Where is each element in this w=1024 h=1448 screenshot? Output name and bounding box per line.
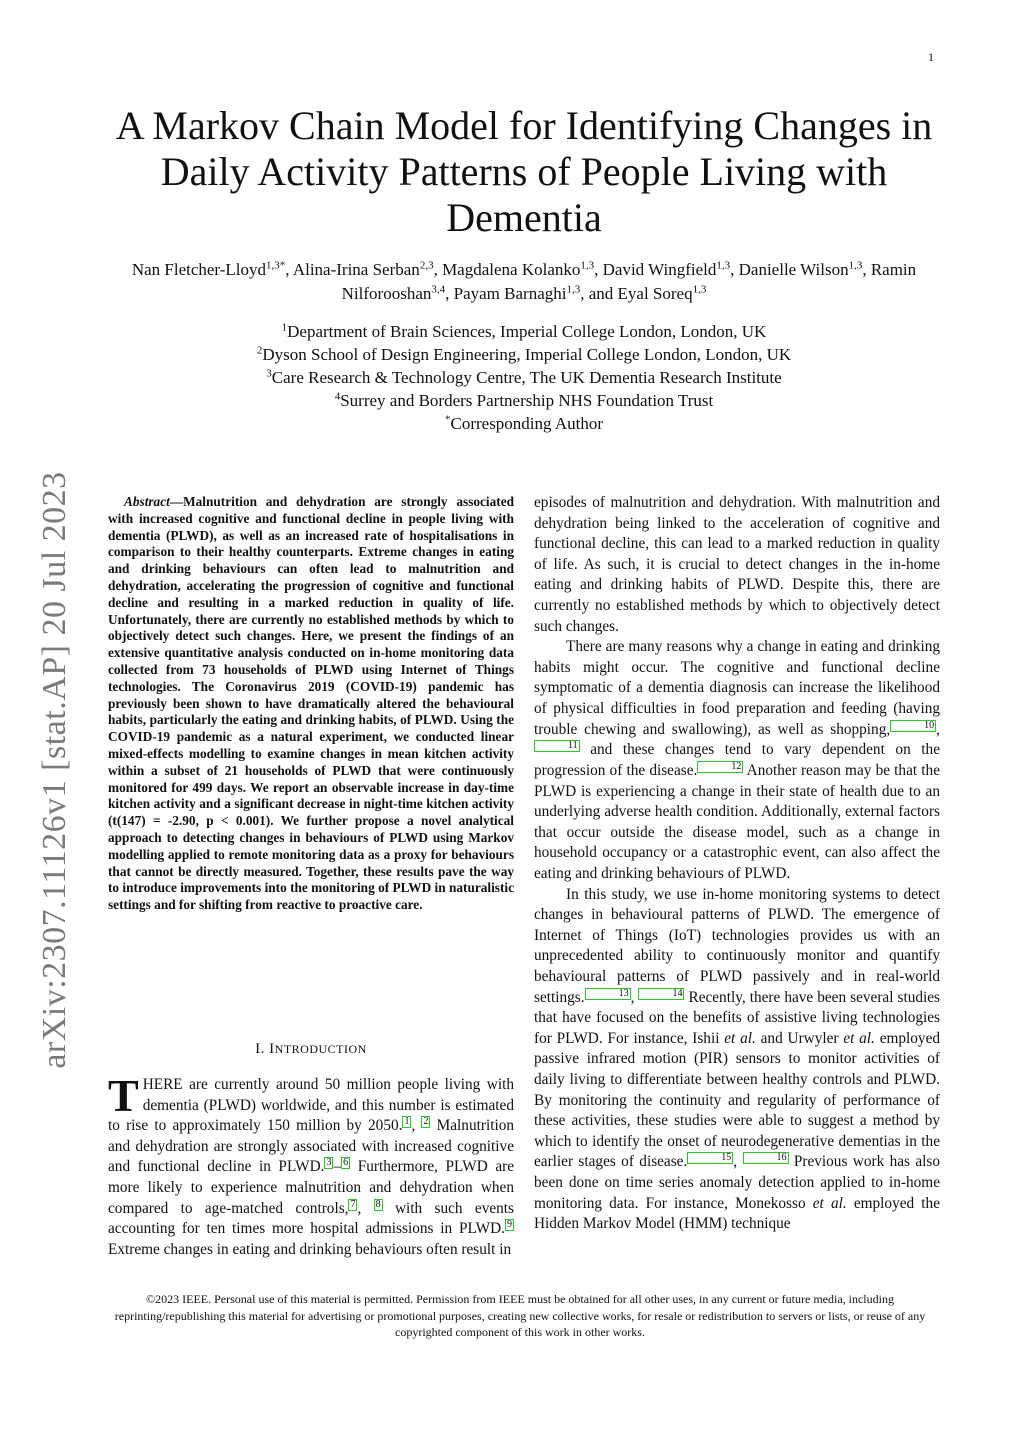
section-heading-initial: I <box>269 1041 275 1057</box>
author-name: Eyal Soreq <box>617 284 693 303</box>
affiliation-line <box>110 412 938 435</box>
author-name: Payam Barnaghi <box>453 284 567 303</box>
affiliation-sup: 1 <box>281 321 288 334</box>
author-affiliation-sup: 1,3 <box>692 283 707 296</box>
page-number: 1 <box>928 50 934 64</box>
intro-text-1: HERE are currently around 50 million people living with dementia (PLWD) worldwide, and this number is estimated to rise to approximately 150 million by 2050. <box>108 1076 514 1135</box>
citation-ref[interactable]: 7 <box>350 1198 356 1210</box>
affiliation-line <box>110 343 938 366</box>
citation-ref[interactable]: 14 <box>638 988 684 1000</box>
right-text: and these changes tend to vary dependent on the progression of the disease. <box>534 741 940 779</box>
affiliation-sup: * <box>444 413 451 426</box>
author-separator: , <box>862 260 871 279</box>
abstract-label: Abstract <box>124 494 170 509</box>
right-text: Another reason may be that the PLWD is experiencing a change in their state of health due to an underlying adverse health condition. Additionally, external factors that occur outside the disease model, such as a change in household occupancy or a catastrophic event, can also affect the eating and drinking behaviours of PLWD. <box>534 762 940 882</box>
author-name: Ramin Nilforooshan <box>341 260 917 303</box>
citation-ref[interactable]: 3 <box>326 1157 332 1169</box>
affiliation-sup: 4 <box>334 390 341 403</box>
author-name: Magdalena Kolanko <box>442 260 581 279</box>
citation-ref[interactable]: 6 <box>343 1157 349 1169</box>
abstract-block <box>108 494 514 914</box>
affiliation-sup: 2 <box>256 344 263 357</box>
author-name: David Wingfield <box>602 260 717 279</box>
et-al: et al. <box>812 1194 847 1212</box>
drop-cap: T <box>108 1070 139 1121</box>
abstract-paragraph <box>108 494 514 914</box>
affiliation-list <box>110 320 938 435</box>
section-heading-introduction <box>108 1041 514 1058</box>
author-separator: , <box>594 260 603 279</box>
affiliation-line <box>110 389 938 412</box>
right-text: employed the Hidden Markov Model (HMM) technique <box>534 1194 940 1233</box>
citation-ref[interactable]: 8 <box>375 1198 381 1210</box>
copyright-notice: ©2023 IEEE. Personal use of this material is permitted. Permission from IEEE must be obtained for all other uses, in any current or future media, including reprinting/republishing this material for advertising or promotional purposes, creating new collective works, for resale or redistribution to servers or lists, or reuse of any copyrighted component of this work in other works. <box>114 1292 926 1339</box>
abstract-text: Malnutrition and dehydration are strongly associated with increased cognitive and functional decline in people living with dementia (PLWD), as well as an increased rate of hospitalisations in comparison to their healthy counterparts. Extreme changes in eating and drinking behaviours can often lead to malnutrition and dehydration, accelerating the progression of cognitive and functional decline and resulting in a marked reduction in quality of life. Unfortunately, there are currently no established methods by which to objectively detect such changes. Here, we present the findings of an extensive quantitative analysis conducted on in-home monitoring data collected from 73 households of PLWD using Internet of Things technologies. The Coronavirus 2019 (COVID-19) pandemic has previously been shown to have dramatically altered the behavioural habits, particularly the eating and drinking habits, of PLWD. Using the COVID-19 pandemic as a natural experiment, we conducted linear mixed-effects modelling to examine changes in mean kitchen activity within a subset of 21 households of PLWD that were continuously monitored for 499 days. We report an observable increase in day-time kitchen activity and a significant decrease in night-time kitchen activity (t(147) = -2.90, p < 0.001). We further propose a novel analytical approach to detecting changes in behaviours of PLWD using Markov modelling applied to remote monitoring data as a proxy for behaviours that cannot be directly measured. Together, these results pave the way to introduce improvements into the monitoring of PLWD in naturalistic settings and for shifting from reactive to proactive care. <box>108 494 514 913</box>
author-affiliation-sup: 1,3* <box>266 259 286 272</box>
author-name: Alina-Irina Serban <box>292 260 420 279</box>
author-affiliation-sup: 1,3 <box>716 259 731 272</box>
section-heading-smallcaps: NTRODUCTION <box>274 1042 367 1056</box>
paper-title: A Markov Chain Model for Identifying Changes in Daily Activity Patterns of People Living with Dementia <box>115 103 933 240</box>
citation-ref[interactable]: 16 <box>743 1152 789 1164</box>
right-column <box>534 493 940 1235</box>
intro-text-3: Furthermore, PLWD are more likely to experience malnutrition and dehydration when compared to age-matched controls, <box>108 1158 514 1217</box>
author-affiliation-sup: 2,3 <box>419 259 434 272</box>
author-separator: , <box>445 284 454 303</box>
citation-ref[interactable]: 1 <box>404 1116 410 1128</box>
author-separator: , <box>433 260 443 279</box>
right-paragraph-1: episodes of malnutrition and dehydration. With malnutrition and dehydration being linked to the acceleration of cognitive and functional decline, this can lead to a marked reduction in quality of life. As such, it is crucial to detect changes in the in-home eating and drinking habits of PLWD. Despite this, there are currently no established methods by which to objectively detect such changes. <box>534 494 940 635</box>
intro-text-4: with such events accounting for ten times more hospital admissions in PLWD. <box>108 1199 514 1238</box>
section-numeral: I. <box>255 1041 265 1057</box>
right-text: and Urwyler <box>755 1029 844 1047</box>
right-text: employed passive infrared motion (PIR) sensors to monitor activities of daily living to differentiate between healthy controls and PLWD. By monitoring the continuity and regularity of performance of these activities, these studies were able to suggest a method by which to identify the onset of neurodegenerative dementias in the earlier stages of disease. <box>534 1029 941 1171</box>
affiliation-text: Dyson School of Design Engineering, Imperial College London, London, UK <box>262 345 792 364</box>
author-separator: , <box>285 260 293 279</box>
right-text: In this study, we use in-home monitoring systems to detect changes in behavioural patterns of PLWD. The emergence of Internet of Things (IoT) technologies provides us with an unprecedented ability to continuously monitor and quantify behavioural patterns of PLWD passively and in real-world settings. <box>534 885 940 1006</box>
affiliation-line <box>110 320 938 343</box>
author-affiliation-sup: 1,3 <box>848 259 863 272</box>
affiliation-text: Corresponding Author <box>450 414 604 433</box>
author-name: Danielle Wilson <box>738 260 849 279</box>
intro-paragraph: THERE are currently around 50 million people living with dementia (PLWD) worldwide, and this number is estimated to rise to approximately 150 million by 2050. 1 , 2 Malnutrition and dehydration are strongly associated with increased cognitive and functional decline in PLWD. 3 – 6 Furthermore, PLWD are more likely to experience malnutrition and dehydration when compared to age-matched controls, 7 , 8 with such events accounting for ten times more hospital admissions in PLWD. 9 Extreme changes in eating and drinking behaviours often result in <box>108 1070 514 1259</box>
right-text: There are many reasons why a change in eating and drinking habits might occur. The cognitive and functional decline symptomatic of a dementia diagnosis can increase the likelihood of physical difficulties in food preparation and feeding (having trouble chewing and swallowing), as well as shopping, <box>534 638 940 738</box>
right-paragraph-3: In this study, we use in-home monitoring systems to detect changes in behavioural patterns of PLWD. The emergence of Internet of Things (IoT) technologies provides us with an unprecedented ability to continuously monitor and quantify behavioural patterns of PLWD passively and in real-world settings. 13 , 14 Recently, there have been several studies that have focused on the benefits of assistive living technologies for PLWD. For instance, Ishii et al. and Urwyler et al. employed passive infrared motion (PIR) sensors to monitor activities of daily living to differentiate between healthy controls and PLWD. By monitoring the continuity and regularity of performance of these activities, these studies were able to suggest a method by which to identify the onset of neurodegenerative dementias in the earlier stages of disease. 15 , 16 Previous work has also been done on time series anomaly detection applied to in-home monitoring data. For instance, Monekosso et al. employed the Hidden Markov Model (HMM) technique <box>534 885 941 1233</box>
citation-ref[interactable]: 2 <box>423 1116 429 1128</box>
author-name: Nan Fletcher-Lloyd <box>131 260 267 279</box>
right-text: Recently, there have been several studies that have focused on the benefits of assistive living technologies for PLWD. For instance, Ishii <box>534 988 940 1047</box>
affiliation-text: Surrey and Borders Partnership NHS Foundation Trust <box>340 391 714 410</box>
affiliation-line <box>110 366 938 389</box>
et-al: et al. <box>843 1029 875 1047</box>
author-affiliation-sup: 1,3 <box>566 283 581 296</box>
author-separator: , <box>730 260 739 279</box>
citation-ref[interactable]: 10 <box>890 720 936 732</box>
citation-ref[interactable]: 9 <box>507 1219 512 1231</box>
arxiv-stamp: arXiv:2307.11126v1 [stat.AP] 20 Jul 2023 <box>36 471 73 1069</box>
affiliation-sup: 3 <box>266 367 272 380</box>
citation-ref[interactable]: 12 <box>697 761 743 773</box>
right-text: Previous work has also been done on time series anomaly detection applied to in-home monitoring data. For instance, Monekosso <box>534 1153 940 1212</box>
citation-ref[interactable]: 15 <box>687 1152 733 1164</box>
author-separator: , and <box>580 284 618 303</box>
citation-ref[interactable]: 11 <box>534 740 580 752</box>
citation-ref[interactable]: 13 <box>585 988 631 1000</box>
intro-text-5: Extreme changes in eating and drinking behaviours often result in <box>108 1241 512 1259</box>
intro-text-2: Malnutrition and dehydration are strongly associated with increased cognitive and functional decline in PLWD. <box>108 1117 514 1176</box>
affiliation-text: Department of Brain Sciences, Imperial College London, London, UK <box>287 322 767 341</box>
abstract-dash: — <box>169 494 184 509</box>
et-al: et al. <box>724 1029 756 1047</box>
affiliation-text: Care Research & Technology Centre, The UK Dementia Research Institute <box>271 368 782 387</box>
author-affiliation-sup: 1,3 <box>580 259 595 272</box>
author-list <box>110 258 938 306</box>
author-affiliation-sup: 3,4 <box>431 283 446 296</box>
right-paragraph-2: There are many reasons why a change in eating and drinking habits might occur. The cognitive and functional decline symptomatic of a dementia diagnosis can increase the likelihood of physical difficulties in food preparation and feeding (having trouble chewing and swallowing), as well as shopping, 10 , 11 and these changes tend to vary dependent on the progression of the disease. 12 Another reason may be that the PLWD is experiencing a change in their state of health due to an underlying adverse health condition. Additionally, external factors that occur outside the disease model, such as a change in household occupancy or a catastrophic event, can also affect the eating and drinking behaviours of PLWD. <box>534 638 940 882</box>
